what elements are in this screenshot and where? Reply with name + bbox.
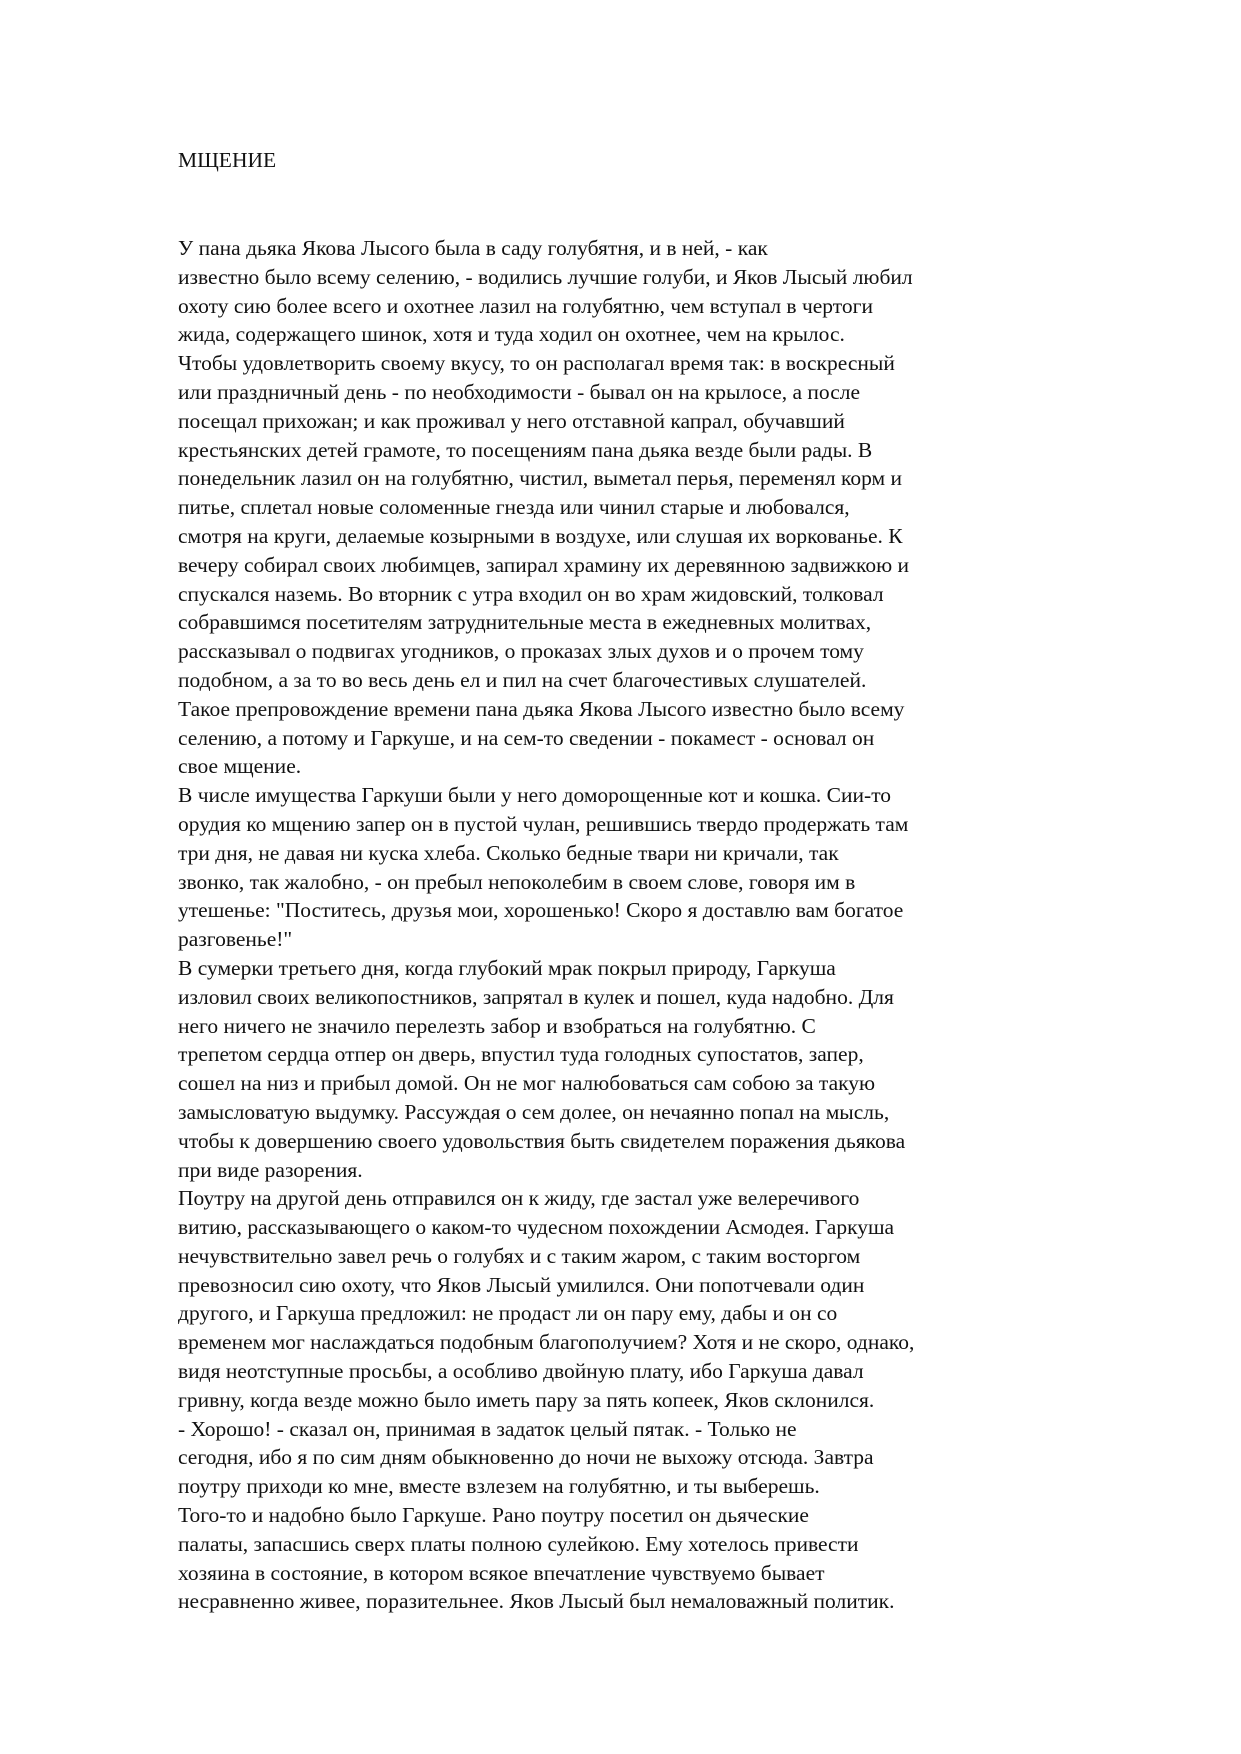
text-line: или праздничный день - по необходимости - бывал он на крылосе, а после — [178, 379, 861, 404]
text-line: поутру приходи ко мне, вместе взлезем на голубятню, и ты выберешь. — [178, 1474, 820, 1499]
text-line: жида, содержащего шинок, хотя и туда ходил он охотнее, чем на крылос. — [178, 322, 845, 347]
text-line: гривну, когда везде можно было иметь пару за пять копеек, Яков склонился. — [178, 1387, 875, 1412]
text-line: Того-то и надобно было Гаркуше. Рано поутру посетил он дьяческие — [178, 1503, 809, 1528]
text-line: смотря на круги, делаемые козырными в воздухе, или слушая их воркованье. К — [178, 523, 903, 548]
text-line: него ничего не значило перелезть забор и взобраться на голубятню. С — [178, 1013, 816, 1038]
text-line: - Хорошо! - сказал он, принимая в задаток целый пятак. - Только не — [178, 1416, 797, 1441]
text-line: В сумерки третьего дня, когда глубокий мрак покрыл природу, Гаркуша — [178, 955, 836, 980]
text-line: сошел на низ и прибыл домой. Он не мог налюбоваться сам собою за такую — [178, 1071, 876, 1096]
text-line: посещал прихожан; и как проживал у него отставной капрал, обучавший — [178, 408, 845, 433]
text-line: витию, рассказывающего о каком-то чудесном похождении Асмодея. Гаркуша — [178, 1215, 895, 1240]
text-line: орудия ко мщению запер он в пустой чулан, решившись твердо продержать там — [178, 811, 909, 836]
text-line: утешенье: "Поститесь, друзья мои, хорошенько! Скоро я доставлю вам богатое — [178, 898, 904, 923]
text-line: трепетом сердца отпер он дверь, впустил туда голодных супостатов, запер, — [178, 1042, 864, 1067]
text-line: разговенье!" — [178, 927, 293, 952]
text-line: Чтобы удовлетворить своему вкусу, то он располагал время так: в воскресный — [178, 351, 895, 376]
document-title: МЩЕНИЕ — [178, 148, 277, 172]
text-line: охоту сию более всего и охотнее лазил на голубятню, чем вступал в чертоги — [178, 293, 873, 318]
text-line: замысловатую выдумку. Рассуждая о сем долее, он нечаянно попал на мысль, — [178, 1099, 890, 1124]
text-line: хозяина в состояние, в котором всякое впечатление чувствуемо бывает — [178, 1560, 825, 1585]
text-line: собравшимся посетителям затруднительные места в ежедневных молитвах, — [178, 610, 872, 635]
text-line: сегодня, ибо я по сим дням обыкновенно до ночи не выхожу отсюда. Завтра — [178, 1445, 874, 1470]
text-line: вечеру собирал своих любимцев, запирал храмину их деревянною задвижкою и — [178, 552, 910, 577]
text-line: свое мщение. — [178, 754, 302, 779]
text-line: превозносил сию охоту, что Яков Лысый умилился. Они попотчевали один — [178, 1272, 865, 1297]
text-line: подобном, а за то во весь день ел и пил на счет благочестивых слушателей. — [178, 667, 867, 692]
text-line: понедельник лазил он на голубятню, чистил, выметал перья, переменял корм и — [178, 466, 902, 491]
text-line: видя неотступные просьбы, а особливо двойную плату, ибо Гаркуша давал — [178, 1359, 864, 1384]
text-line: известно было всему селению, - водились лучшие голуби, и Яков Лысый любил — [178, 264, 913, 289]
text-line: спускался наземь. Во вторник с утра входил он во храм жидовский, толковал — [178, 581, 884, 606]
text-line: чтобы к довершению своего удовольствия быть свидетелем поражения дьякова — [178, 1128, 906, 1153]
text-line: другого, и Гаркуша предложил: не продаст ли он пару ему, дабы и он со — [178, 1301, 838, 1326]
text-line: питье, сплетал новые соломенные гнезда или чинил старые и любовался, — [178, 495, 850, 520]
text-line: при виде разорения. — [178, 1157, 363, 1182]
document-body — [178, 234, 1078, 1616]
text-line: селению, а потому и Гаркуше, и на сем-то сведении - покамест - основал он — [178, 725, 875, 750]
text-line: звонко, так жалобно, - он пребыл непоколебим в своем слове, говоря им в — [178, 869, 856, 894]
text-line: временем мог наслаждаться подобным благополучием? Хотя и не скоро, однако, — [178, 1330, 915, 1355]
text-line: Поутру на другой день отправился он к жиду, где застал уже велеречивого — [178, 1186, 860, 1211]
text-line: рассказывал о подвигах угодников, о проказах злых духов и о прочем тому — [178, 639, 864, 664]
text-line: палаты, запасшись сверх платы полною сулейкою. Ему хотелось привести — [178, 1531, 859, 1556]
text-line: В числе имущества Гаркуши были у него доморощенные кот и кошка. Сии-то — [178, 783, 892, 808]
text-line: нечувствительно завел речь о голубях и с таким жаром, с таким восторгом — [178, 1243, 861, 1268]
text-line: У пана дьяка Якова Лысого была в саду голубятня, и в ней, - как — [178, 236, 768, 260]
text-line: крестьянских детей грамоте, то посещениям пана дьяка везде были рады. В — [178, 437, 873, 462]
text-line: три дня, не давая ни куска хлеба. Сколько бедные твари ни кричали, так — [178, 840, 839, 865]
text-line: несравненно живее, поразительнее. Яков Лысый был немаловажный политик. — [178, 1589, 895, 1614]
text-line: изловил своих великопостников, запрятал в кулек и пошел, куда надобно. Для — [178, 984, 894, 1009]
text-line: Такое препровождение времени пана дьяка Якова Лысого известно было всему — [178, 696, 905, 721]
